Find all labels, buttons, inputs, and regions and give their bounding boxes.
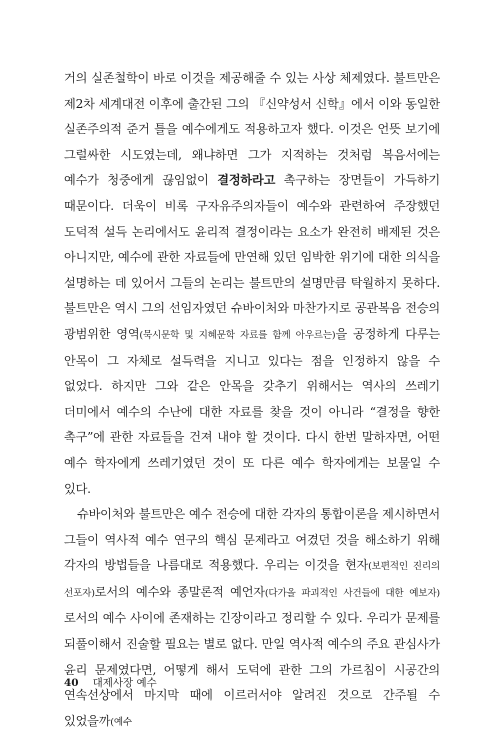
paragraph-2-text-b: 로서의 예수와 종말론적 예언자 — [94, 584, 265, 599]
page-number: 40 — [64, 677, 79, 689]
parenthetical-note: (예수 — [110, 716, 132, 728]
paragraph-1-text-c: 을 공정하게 다루는 안목이 그 자체로 설득력을 지니고 있다는 점을 인정하지 않을 수 없었다. 하지만 그와 같은 안목을 갖추기 위해서는 역사의 쓰레기 더미에서 예수의 수난에 대한 자료를 찾을 것이 아니라 “결정을 향한 촉구”에 관한 자료들을 건져 내야 할 것이다. 다시 한번 말하자면, 어떤 예수 학자에게 쓰레기였던 것이 또 다른 예수 학자에게는 보물일 수 있다. — [64, 326, 440, 496]
paragraph-2-text-a: 슈바이처와 불트만은 예수 전승에 대한 각자의 통합이론을 제시하면서 그들이 역사적 예수 연구의 핵심 문제라고 여겼던 것을 해소하기 위해 각자의 방법들을 나름대로 적용했다. 우리는 이것을 현자 — [64, 507, 440, 573]
paragraph-2-text-c: 로서의 예수 사이에 존재하는 긴장이라고 정리할 수 있다. 우리가 문제를 되풀이해서 진술할 필요는 별로 없다. 만일 역사적 예수의 주요 관심사가 윤리 문제였다면, 어떻게 해서 도덕에 관한 그의 가르침이 시공간의 연속선상에서 마지막 때에 이르러서야 알려진 것으로 간주될 수 있었을까 — [64, 611, 440, 728]
parenthetical-note: (보편적인 진리의 선포자) — [64, 561, 440, 599]
parenthetical-note: (다가올 파괴적인 사건들에 대한 예보자) — [264, 587, 440, 599]
page-footer — [64, 675, 157, 690]
parenthetical-note: (묵시문학 및 지혜문학 자료를 함께 아우르는) — [139, 329, 336, 341]
running-title: 대제사장 예수 — [92, 677, 157, 689]
paragraph-2 — [64, 502, 440, 735]
paragraph-1-text-b: 촉구하는 장면들이 가득하기 때문이다. 더욱이 비록 구자유주의자들이 예수와 관련하여 주장했던 도덕적 설득 논리에서도 윤리적 결정이라는 요소가 완전히 배제된 것은 아니지만, 예수에 관한 자료들에 만연해 있던 임박한 위기에 대한 의식을 설명하는 데 있어서 그들의 논리는 불트만의 설명만큼 탁월하지 못하다. 불트만은 역시 그의 선임자였던 슈바이처와 마찬가지로 공관복음 전승의 광범위한 영역 — [64, 173, 441, 341]
paragraph-1-text-a: 거의 실존철학이 바로 이것을 제공해줄 수 있는 사상 체제였다. 불트만은 제2차 세계대전 이후에 출간된 그의 『신약성서 신학』에서 이와 동일한 실존주의적 준거 틀을 예수에게도 적용하고자 했다. 이것은 언뜻 보기에 그럴싸한 시도였는데, 왜냐하면 그가 지적하는 것처럼 복음서에는 예수가 청중에게 끊임없이 — [64, 71, 440, 188]
paragraph-1 — [64, 66, 440, 502]
emphasis-text: 결정하라고 — [217, 173, 276, 188]
body-text — [64, 66, 440, 735]
